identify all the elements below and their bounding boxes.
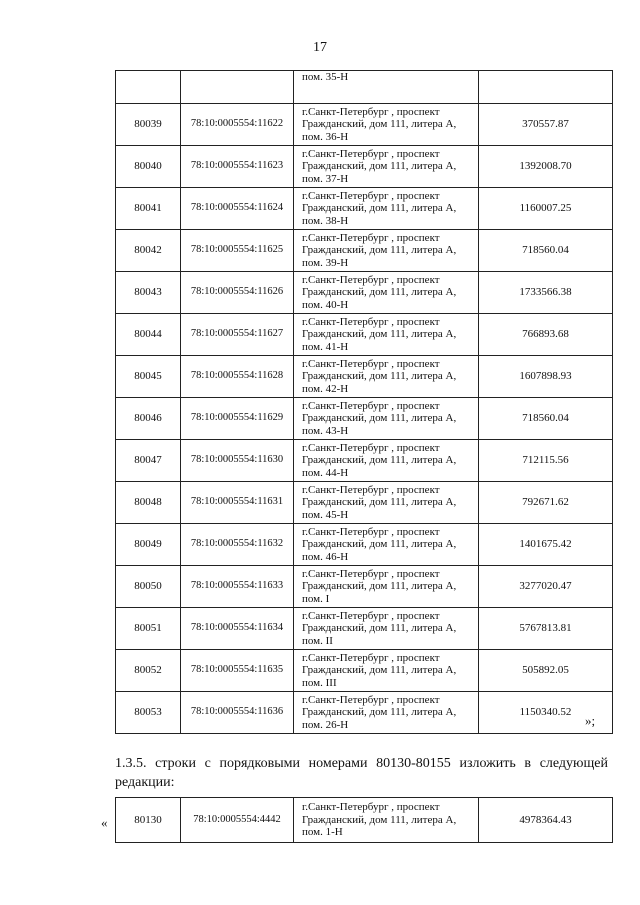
table-row	[116, 146, 613, 188]
address-text: г.Санкт-Петербург , проспект Гражданский, дом 111, литера А, пом. III	[302, 651, 457, 689]
number-text: 80048	[134, 496, 162, 509]
number-text: 80040	[134, 160, 162, 173]
address-cell	[294, 524, 479, 566]
cadastral-cell	[181, 104, 294, 146]
cadastral-cell	[181, 608, 294, 650]
value-text: 1733566.38	[519, 286, 572, 299]
cadastral-text: 78:10:0005554:11622	[190, 118, 284, 130]
value-cell	[479, 608, 613, 650]
number-cell	[116, 524, 181, 566]
table-row	[116, 272, 613, 314]
number-text: 80052	[134, 664, 162, 677]
closing-quote: »;	[585, 713, 596, 728]
value-cell	[479, 272, 613, 314]
number-text: 80053	[134, 706, 162, 719]
value-cell	[479, 650, 613, 692]
table-row	[116, 566, 613, 608]
value-text: 3277020.47	[519, 580, 572, 593]
address-cell	[294, 188, 479, 230]
cadastral-cell	[181, 230, 294, 272]
address-text: г.Санкт-Петербург , проспект Гражданский, дом 111, литера А, пом. II	[302, 609, 457, 647]
address-text: г.Санкт-Петербург , проспект Гражданский, дом 111, литера А, пом. 38-Н	[302, 189, 457, 227]
address-text: г.Санкт-Петербург , проспект Гражданский, дом 111, литера А, пом. 36-Н	[302, 105, 457, 143]
value-cell	[479, 482, 613, 524]
value-text: 505892.05	[522, 664, 569, 677]
table-row	[116, 440, 613, 482]
address-cell	[294, 440, 479, 482]
number-cell	[116, 272, 181, 314]
value-text: 370557.87	[522, 118, 569, 131]
address-cell	[294, 314, 479, 356]
cadastral-cell	[181, 71, 294, 104]
number-text: 80039	[134, 118, 162, 131]
cadastral-text: 78:10:0005554:11623	[190, 160, 284, 172]
cadastral-cell	[181, 272, 294, 314]
cadastral-cell	[181, 650, 294, 692]
cadastral-cell	[181, 482, 294, 524]
address-cell	[294, 482, 479, 524]
value-text: 718560.04	[522, 244, 569, 257]
cadastral-cell	[181, 692, 294, 734]
number-cell	[116, 798, 181, 843]
value-cell	[479, 230, 613, 272]
number-text: 80051	[134, 622, 162, 635]
number-text: 80041	[134, 202, 162, 215]
number-text: 80049	[134, 538, 162, 551]
number-cell	[116, 398, 181, 440]
address-cell	[294, 608, 479, 650]
value-text: 1150340.52	[519, 706, 572, 719]
table-row	[116, 230, 613, 272]
cadastral-text: 78:10:0005554:11629	[190, 412, 284, 424]
cadastral-text: 78:10:0005554:11633	[190, 580, 284, 592]
table-row	[116, 692, 613, 734]
number-cell	[116, 440, 181, 482]
number-cell	[116, 188, 181, 230]
address-text: г.Санкт-Петербург , проспект Гражданский, дом 111, литера А, пом. 40-Н	[302, 273, 457, 311]
number-text: 80045	[134, 370, 162, 383]
cadastral-text: 78:10:0005554:11634	[190, 622, 284, 634]
table-row	[116, 524, 613, 566]
cadastral-text: 78:10:0005554:11636	[190, 706, 284, 718]
cadastral-text: 78:10:0005554:11630	[190, 454, 284, 466]
cadastral-cell	[181, 440, 294, 482]
section-paragraph-line-1: 1.3.5. строки с порядковыми номерами 80130-80155 изложить в следующей	[115, 756, 608, 771]
value-text: 1607898.93	[519, 370, 572, 383]
number-cell	[116, 356, 181, 398]
address-text: г.Санкт-Петербург , проспект Гражданский, дом 111, литера А, пом. 37-Н	[302, 147, 457, 185]
table-row	[116, 188, 613, 230]
address-text: г.Санкт-Петербург , проспект Гражданский, дом 111, литера А, пом. 26-Н	[302, 693, 457, 731]
table-row	[116, 650, 613, 692]
value-cell	[479, 398, 613, 440]
table-row	[116, 356, 613, 398]
number-cell	[116, 608, 181, 650]
number-cell	[116, 146, 181, 188]
cadastral-text: 78:10:0005554:11632	[190, 538, 284, 550]
cadastral-cell	[181, 314, 294, 356]
value-text: 718560.04	[522, 412, 569, 425]
number-text: 80050	[134, 580, 162, 593]
value-text: 712115.56	[522, 454, 569, 467]
number-text: 80047	[134, 454, 162, 467]
cadastral-text: 78:10:0005554:11631	[190, 496, 284, 508]
number-text: 80044	[134, 328, 162, 341]
value-text: 1392008.70	[519, 160, 572, 173]
address-cell	[294, 650, 479, 692]
value-cell	[479, 104, 613, 146]
number-cell	[116, 230, 181, 272]
address-cell	[294, 692, 479, 734]
value-cell	[479, 71, 613, 104]
value-text: 792671.62	[522, 496, 569, 509]
cadastral-cell	[181, 798, 294, 843]
value-cell	[479, 798, 613, 843]
cadastral-cell	[181, 146, 294, 188]
address-text: г.Санкт-Петербург , проспект Гражданский, дом 111, литера А, пом. 39-Н	[302, 231, 457, 269]
value-text: 1160007.25	[519, 202, 572, 215]
number-text: 80043	[134, 286, 162, 299]
cadastral-cell	[181, 398, 294, 440]
table-row	[116, 608, 613, 650]
cadastral-text: 78:10:0005554:11626	[190, 286, 284, 298]
address-cell	[294, 104, 479, 146]
number-text: 80130	[134, 813, 162, 826]
value-cell	[479, 314, 613, 356]
value-text: 766893.68	[522, 328, 569, 341]
property-table	[115, 70, 613, 734]
value-cell	[479, 146, 613, 188]
value-text: 4978364.43	[519, 813, 572, 826]
cadastral-cell	[181, 356, 294, 398]
table-row	[116, 798, 613, 843]
number-cell	[116, 482, 181, 524]
address-cell	[294, 71, 479, 104]
address-cell	[294, 566, 479, 608]
address-text: г.Санкт-Петербург , проспект Гражданский, дом 111, литера А, пом. 43-Н	[302, 399, 457, 437]
page-number: 17	[313, 40, 327, 55]
section-paragraph-line-2: редакции:	[115, 775, 175, 790]
cadastral-cell	[181, 524, 294, 566]
address-cell	[294, 798, 479, 843]
address-cell	[294, 356, 479, 398]
cadastral-cell	[181, 566, 294, 608]
address-cell	[294, 146, 479, 188]
value-cell	[479, 440, 613, 482]
number-text: 80046	[134, 412, 162, 425]
value-text: 1401675.42	[519, 538, 572, 551]
value-cell	[479, 356, 613, 398]
address-text: пом. 35-Н	[302, 71, 349, 83]
cadastral-cell	[181, 188, 294, 230]
table-row	[116, 71, 613, 104]
cadastral-text: 78:10:0005554:11628	[190, 370, 284, 382]
opening-quote: «	[101, 815, 108, 830]
address-cell	[294, 398, 479, 440]
address-text: г.Санкт-Петербург , проспект Гражданский, дом 111, литера А, пом. I	[302, 567, 457, 605]
value-cell	[479, 188, 613, 230]
address-cell	[294, 272, 479, 314]
table-row	[116, 482, 613, 524]
number-text: 80042	[134, 244, 162, 257]
number-cell	[116, 104, 181, 146]
address-text: г.Санкт-Петербург , проспект Гражданский, дом 111, литера А, пом. 42-Н	[302, 357, 457, 395]
table-row	[116, 398, 613, 440]
table-row	[116, 314, 613, 356]
number-cell	[116, 314, 181, 356]
number-cell	[116, 650, 181, 692]
address-text: г.Санкт-Петербург , проспект Гражданский, дом 111, литера А, пом. 46-Н	[302, 525, 457, 563]
cadastral-text: 78:10:0005554:4442	[193, 813, 281, 825]
value-cell	[479, 566, 613, 608]
address-text: г.Санкт-Петербург , проспект Гражданский, дом 111, литера А, пом. 44-Н	[302, 441, 457, 479]
number-cell	[116, 566, 181, 608]
table-row	[116, 104, 613, 146]
address-text: г.Санкт-Петербург , проспект Гражданский, дом 111, литера А, пом. 41-Н	[302, 315, 457, 353]
cadastral-text: 78:10:0005554:11624	[190, 202, 284, 214]
cadastral-text: 78:10:0005554:11625	[190, 244, 284, 256]
value-text: 5767813.81	[519, 622, 572, 635]
value-cell	[479, 524, 613, 566]
address-text: г.Санкт-Петербург , проспект Гражданский, дом 111, литера А, пом. 1-Н	[302, 801, 457, 839]
amended-property-table	[115, 797, 613, 843]
number-cell	[116, 71, 181, 104]
number-cell	[116, 692, 181, 734]
address-cell	[294, 230, 479, 272]
address-text: г.Санкт-Петербург , проспект Гражданский, дом 111, литера А, пом. 45-Н	[302, 483, 457, 521]
cadastral-text: 78:10:0005554:11627	[190, 328, 284, 340]
cadastral-text: 78:10:0005554:11635	[190, 664, 284, 676]
